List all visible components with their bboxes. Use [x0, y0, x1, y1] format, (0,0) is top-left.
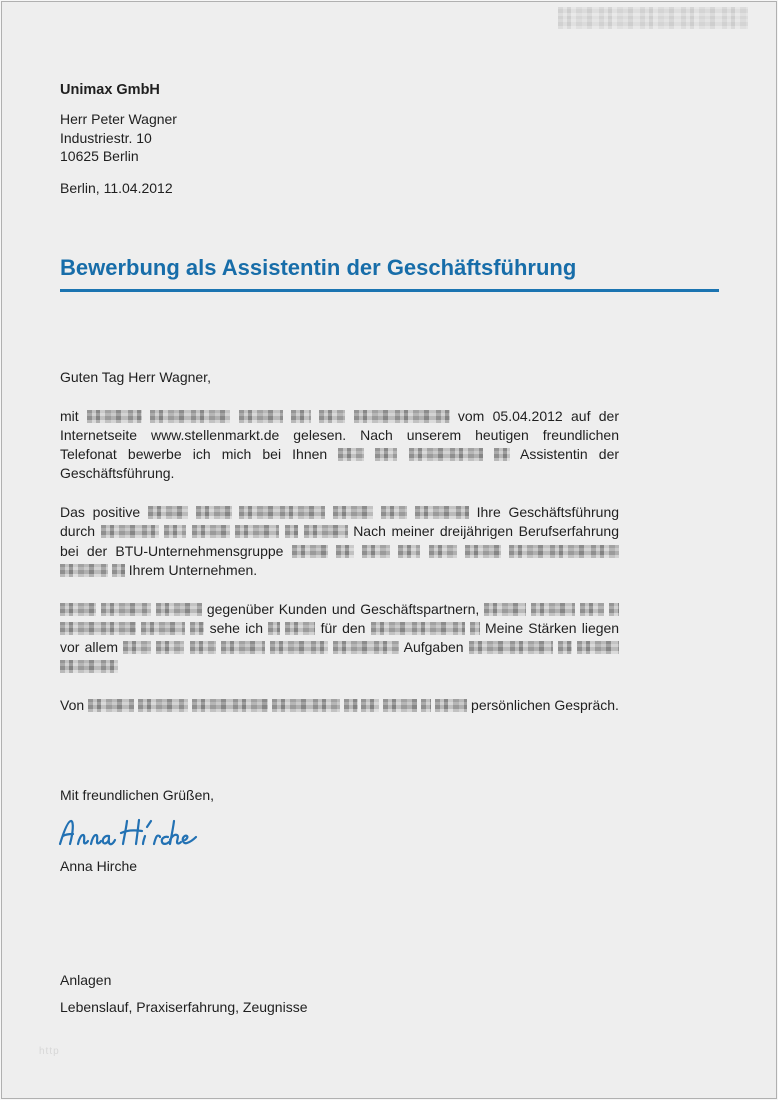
redacted-text: [558, 641, 572, 654]
redacted-text: [580, 603, 604, 616]
redacted-text: [375, 448, 397, 461]
redacted-text: [361, 699, 379, 712]
redacted-text: [60, 564, 108, 577]
redacted-text: [381, 506, 407, 519]
redacted-text: [421, 699, 431, 712]
paragraph-invitation: Von persönlichen Gespräch.: [60, 697, 619, 714]
handwritten-signature: [57, 811, 207, 855]
recipient-street: Industriestr. 10: [60, 129, 152, 146]
redacted-text: [609, 603, 619, 616]
recipient-address: [60, 110, 177, 166]
enclosures-list: Lebenslauf, Praxiserfahrung, Zeugnisse: [60, 999, 308, 1015]
redacted-text: [484, 603, 526, 616]
redacted-text: [87, 410, 142, 423]
enclosures-label: Anlagen: [60, 972, 112, 988]
redacted-text: [291, 410, 311, 423]
paragraph-application-source: mit vom 05.04.2012 auf der Internetseite www.stellenmarkt.de gelesen. Nach unserem heutigen freundlichen Telefonat bewerbe ich mich bei Ihnen Assistentin der Geschäftsführung.: [60, 407, 620, 482]
redacted-text: [239, 410, 283, 423]
company-name: Unimax GmbH: [60, 82, 160, 98]
redacted-text: [101, 603, 151, 616]
paragraph-experience: Das positive Ihre Geschäftsführung durch Nach meiner dreijährigen Berufserfahrung bei der BTU-Unternehmensgruppe Ihrem Unternehmen.: [60, 504, 620, 578]
redacted-text: [138, 699, 188, 712]
paragraph-strengths: gegenüber Kunden und Geschäftspartnern, sehe ich für den Meine Stärken liegen vor allem Aufgaben: [60, 600, 619, 677]
redacted-text: [221, 641, 265, 654]
redacted-text: [164, 525, 186, 538]
redacted-text: [429, 545, 457, 558]
redacted-text: [465, 545, 501, 558]
redacted-text: [409, 448, 483, 461]
watermark-text: http: [39, 1046, 60, 1057]
redacted-text: [494, 448, 510, 461]
redacted-text: [285, 525, 298, 538]
redacted-text: [88, 699, 134, 712]
redacted-text: [235, 525, 279, 538]
redacted-text: [156, 603, 202, 616]
redacted-text: [192, 525, 230, 538]
redacted-text: [338, 448, 364, 461]
redacted-text: [319, 410, 345, 423]
redacted-text: [371, 622, 465, 635]
redacted-text: [60, 603, 96, 616]
redacted-text: [333, 641, 399, 654]
redacted-text: [268, 622, 280, 635]
redacted-text: [123, 641, 151, 654]
recipient-name: Herr Peter Wagner: [60, 111, 177, 127]
redacted-text: [362, 545, 390, 558]
redacted-text: [60, 660, 118, 673]
redacted-text: [435, 699, 467, 712]
letter-body: [60, 368, 619, 735]
redacted-text: [383, 699, 417, 712]
redacted-text: [112, 564, 125, 577]
redacted-text: [531, 603, 575, 616]
closing-formula: Mit freundlichen Grüßen,: [60, 787, 215, 803]
heading-rule: [60, 289, 719, 292]
redacted-text: [156, 641, 184, 654]
redacted-text: [148, 506, 188, 519]
redacted-text: [196, 506, 232, 519]
salutation: Guten Tag Herr Wagner,: [60, 369, 211, 385]
redacted-text: [285, 622, 315, 635]
redacted-text: [333, 506, 373, 519]
redacted-text: [239, 506, 325, 519]
redacted-text: [470, 622, 480, 635]
redacted-text: [304, 525, 348, 538]
redacted-text: [270, 641, 328, 654]
redacted-text: [60, 622, 136, 635]
redacted-text: [272, 699, 340, 712]
redacted-text: [354, 410, 450, 423]
redacted-text: [190, 641, 216, 654]
redacted-text: [398, 545, 420, 558]
date-line: Berlin, 11.04.2012: [60, 180, 173, 196]
redacted-text: [344, 699, 358, 712]
subject-heading: Bewerbung als Assistentin der Geschäftsführung: [60, 255, 577, 280]
redacted-text: [415, 506, 469, 519]
redacted-text: [577, 641, 619, 654]
redacted-text: [509, 545, 619, 558]
redacted-letterhead-logo: [558, 7, 748, 29]
redacted-text: [190, 622, 204, 635]
redacted-text: [292, 545, 328, 558]
signer-name: Anna Hirche: [60, 858, 138, 874]
recipient-city: 10625 Berlin: [60, 148, 139, 164]
redacted-text: [336, 545, 354, 558]
redacted-text: [192, 699, 268, 712]
redacted-text: [141, 622, 185, 635]
redacted-text: [101, 525, 159, 538]
redacted-text: [469, 641, 553, 654]
letter-page: [1, 1, 777, 1099]
redacted-text: [150, 410, 230, 423]
